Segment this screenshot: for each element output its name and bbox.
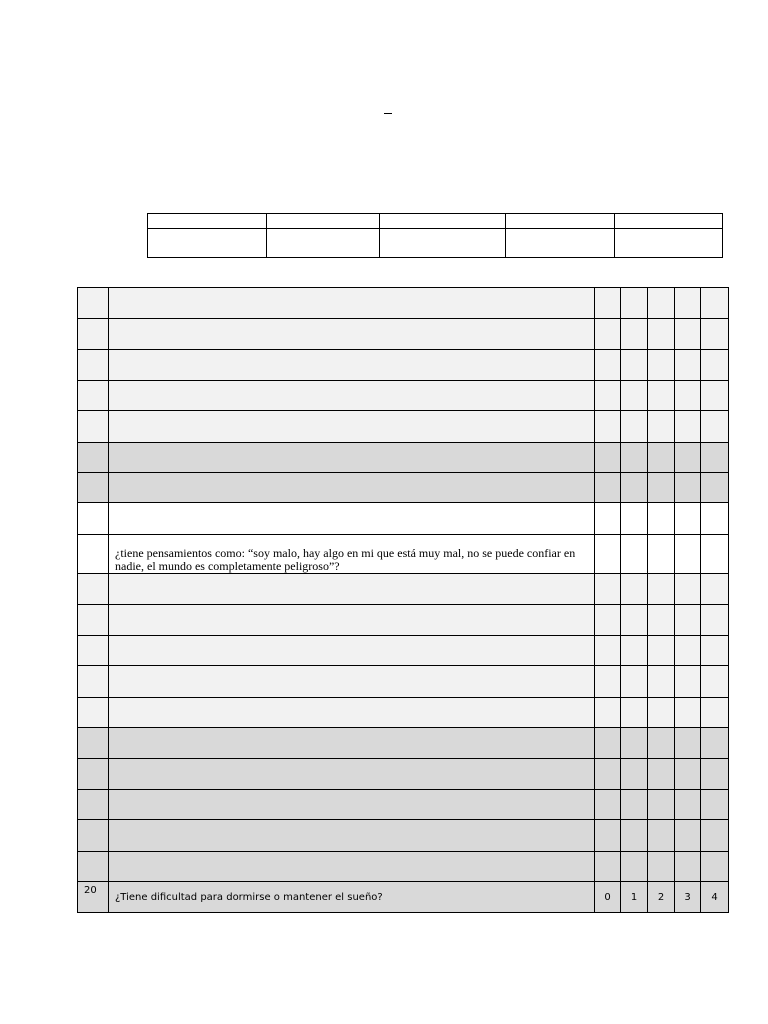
question-text <box>109 319 595 350</box>
title-underscore <box>384 113 392 114</box>
question-number <box>78 605 109 636</box>
option-cell[interactable] <box>621 503 648 535</box>
option-cell[interactable] <box>675 852 701 882</box>
option-cell[interactable] <box>675 728 701 759</box>
question-row <box>78 820 729 852</box>
option-cell[interactable] <box>621 319 648 350</box>
info-header-row <box>148 214 723 229</box>
option-cell[interactable] <box>595 820 621 852</box>
option-cell[interactable] <box>675 381 701 411</box>
patient-info-table <box>147 213 723 258</box>
option-cell[interactable] <box>675 636 701 666</box>
info-header-cell <box>506 214 615 229</box>
option-cell[interactable] <box>701 473 729 503</box>
option-cell[interactable] <box>595 574 621 605</box>
question-text <box>109 790 595 820</box>
option-cell[interactable] <box>701 350 729 381</box>
option-cell[interactable] <box>701 820 729 852</box>
option-cell[interactable] <box>675 443 701 473</box>
option-cell[interactable] <box>595 503 621 535</box>
question-number: 20 <box>78 882 109 913</box>
option-cell[interactable] <box>595 443 621 473</box>
option-cell[interactable] <box>621 535 648 574</box>
question-row <box>78 882 729 913</box>
option-1[interactable]: 1 <box>621 882 648 913</box>
option-cell[interactable] <box>701 698 729 728</box>
option-cell[interactable] <box>648 443 675 473</box>
option-cell[interactable] <box>595 319 621 350</box>
option-cell[interactable] <box>648 319 675 350</box>
option-cell[interactable] <box>701 636 729 666</box>
question-text <box>109 473 595 503</box>
option-cell[interactable] <box>648 728 675 759</box>
option-cell[interactable] <box>621 790 648 820</box>
option-cell[interactable] <box>675 350 701 381</box>
option-cell[interactable] <box>675 288 701 319</box>
info-value-cell[interactable] <box>506 229 615 258</box>
question-number <box>78 473 109 503</box>
option-cell[interactable] <box>648 411 675 443</box>
question-number <box>78 698 109 728</box>
option-cell[interactable] <box>675 574 701 605</box>
info-value-cell[interactable] <box>615 229 723 258</box>
option-cell[interactable] <box>595 535 621 574</box>
option-cell[interactable] <box>675 820 701 852</box>
option-cell[interactable] <box>675 319 701 350</box>
question-number <box>78 381 109 411</box>
option-cell[interactable] <box>621 666 648 698</box>
question-number <box>78 790 109 820</box>
question-text <box>109 666 595 698</box>
question-text: ¿Tiene dificultad para dormirse o mantener el sueño? <box>109 882 595 913</box>
question-number <box>78 288 109 319</box>
option-cell[interactable] <box>701 443 729 473</box>
option-cell[interactable] <box>675 535 701 574</box>
question-row <box>78 473 729 503</box>
question-number <box>78 852 109 882</box>
question-number <box>78 411 109 443</box>
question-row <box>78 666 729 698</box>
option-cell[interactable] <box>675 790 701 820</box>
info-header-cell <box>267 214 380 229</box>
option-cell[interactable] <box>595 350 621 381</box>
question-number <box>78 636 109 666</box>
option-0[interactable]: 0 <box>595 882 621 913</box>
question-row <box>78 319 729 350</box>
option-cell[interactable] <box>701 535 729 574</box>
option-cell[interactable] <box>648 852 675 882</box>
option-cell[interactable] <box>595 288 621 319</box>
question-number <box>78 666 109 698</box>
question-row <box>78 443 729 473</box>
option-cell[interactable] <box>701 503 729 535</box>
question-text <box>109 503 595 535</box>
option-cell[interactable] <box>621 574 648 605</box>
option-cell[interactable] <box>675 605 701 636</box>
option-cell[interactable] <box>648 820 675 852</box>
question-row <box>78 852 729 882</box>
option-cell[interactable] <box>621 288 648 319</box>
option-cell[interactable] <box>595 381 621 411</box>
question-row <box>78 728 729 759</box>
question-row <box>78 790 729 820</box>
option-cell[interactable] <box>595 411 621 443</box>
question-text <box>109 698 595 728</box>
question-text <box>109 574 595 605</box>
info-value-cell[interactable] <box>148 229 267 258</box>
info-header-cell <box>615 214 723 229</box>
option-cell[interactable] <box>648 698 675 728</box>
question-row <box>78 574 729 605</box>
question-row <box>78 636 729 666</box>
option-3[interactable]: 3 <box>675 882 701 913</box>
question-text <box>109 381 595 411</box>
question-text <box>109 411 595 443</box>
option-2[interactable]: 2 <box>648 882 675 913</box>
option-cell[interactable] <box>595 790 621 820</box>
question-row <box>78 288 729 319</box>
option-cell[interactable] <box>621 605 648 636</box>
question-text: ¿tiene pensamientos como: “soy malo, hay algo en mi que está muy mal, no se puede confiar en nadie, el mundo es completamente peligroso”? <box>109 535 595 574</box>
option-cell[interactable] <box>701 381 729 411</box>
question-text <box>109 728 595 759</box>
option-cell[interactable] <box>595 473 621 503</box>
question-number <box>78 820 109 852</box>
option-cell[interactable] <box>621 443 648 473</box>
option-cell[interactable] <box>701 728 729 759</box>
option-cell[interactable] <box>595 698 621 728</box>
question-number <box>78 350 109 381</box>
option-cell[interactable] <box>701 852 729 882</box>
option-cell[interactable] <box>621 698 648 728</box>
option-cell[interactable] <box>648 759 675 790</box>
option-cell[interactable] <box>648 473 675 503</box>
question-text <box>109 605 595 636</box>
option-cell[interactable] <box>595 759 621 790</box>
question-number <box>78 503 109 535</box>
question-row <box>78 698 729 728</box>
option-cell[interactable] <box>621 636 648 666</box>
option-cell[interactable] <box>701 759 729 790</box>
option-cell[interactable] <box>648 350 675 381</box>
option-cell[interactable] <box>621 728 648 759</box>
option-cell[interactable] <box>621 759 648 790</box>
option-cell[interactable] <box>648 503 675 535</box>
option-cell[interactable] <box>675 411 701 443</box>
info-value-cell[interactable] <box>267 229 380 258</box>
info-header-cell <box>148 214 267 229</box>
question-row <box>78 535 729 574</box>
question-text <box>109 852 595 882</box>
option-cell[interactable] <box>675 666 701 698</box>
option-cell[interactable] <box>675 473 701 503</box>
question-text <box>109 820 595 852</box>
option-cell[interactable] <box>621 350 648 381</box>
option-cell[interactable] <box>648 288 675 319</box>
question-row <box>78 381 729 411</box>
option-cell[interactable] <box>621 852 648 882</box>
option-cell[interactable] <box>648 535 675 574</box>
question-number <box>78 759 109 790</box>
question-number <box>78 443 109 473</box>
option-cell[interactable] <box>595 666 621 698</box>
option-cell[interactable] <box>648 605 675 636</box>
questionnaire-table <box>77 287 729 913</box>
option-cell[interactable] <box>701 411 729 443</box>
question-number <box>78 574 109 605</box>
option-cell[interactable] <box>701 605 729 636</box>
option-cell[interactable] <box>701 574 729 605</box>
info-value-cell[interactable] <box>380 229 506 258</box>
question-number <box>78 535 109 574</box>
option-cell[interactable] <box>595 852 621 882</box>
question-row <box>78 605 729 636</box>
question-text <box>109 759 595 790</box>
option-cell[interactable] <box>621 820 648 852</box>
question-text <box>109 350 595 381</box>
option-cell[interactable] <box>701 288 729 319</box>
option-cell[interactable] <box>648 574 675 605</box>
option-cell[interactable] <box>648 381 675 411</box>
option-cell[interactable] <box>701 790 729 820</box>
question-number <box>78 319 109 350</box>
question-text <box>109 443 595 473</box>
option-cell[interactable] <box>675 698 701 728</box>
question-row <box>78 350 729 381</box>
option-cell[interactable] <box>675 759 701 790</box>
option-cell[interactable] <box>675 503 701 535</box>
question-text <box>109 288 595 319</box>
option-cell[interactable] <box>595 605 621 636</box>
option-cell[interactable] <box>648 666 675 698</box>
question-number <box>78 728 109 759</box>
option-cell[interactable] <box>621 381 648 411</box>
option-cell[interactable] <box>595 636 621 666</box>
question-row <box>78 411 729 443</box>
option-4[interactable]: 4 <box>701 882 729 913</box>
option-cell[interactable] <box>648 636 675 666</box>
option-cell[interactable] <box>648 790 675 820</box>
option-cell[interactable] <box>701 319 729 350</box>
option-cell[interactable] <box>621 473 648 503</box>
info-header-cell <box>380 214 506 229</box>
question-row <box>78 503 729 535</box>
question-row <box>78 759 729 790</box>
option-cell[interactable] <box>595 728 621 759</box>
info-value-row <box>148 229 723 258</box>
option-cell[interactable] <box>701 666 729 698</box>
question-text <box>109 636 595 666</box>
option-cell[interactable] <box>621 411 648 443</box>
